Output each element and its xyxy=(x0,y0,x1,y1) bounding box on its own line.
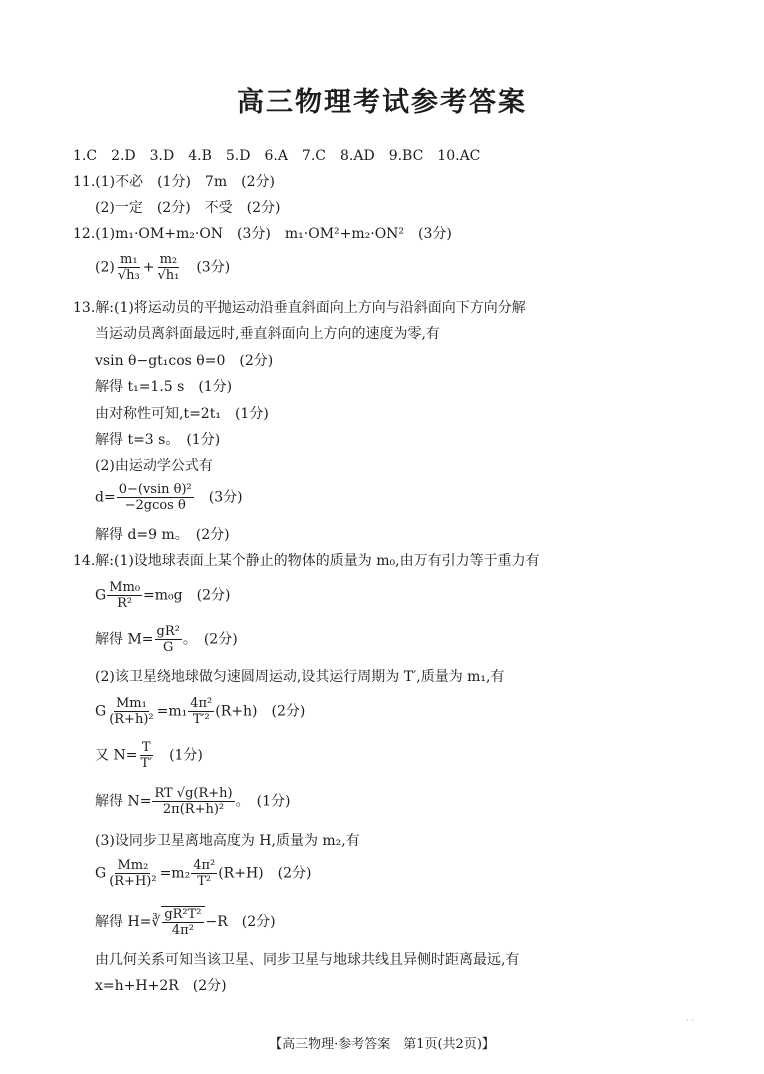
q12-fraction-1: $\frac{\text{m₁}}{\text{√h₃}}$ xyxy=(117,252,140,283)
q14-fraction-e: $\frac{T}{T'}$ xyxy=(140,740,153,771)
q12-line2: (2) $\frac{\text{m₁}}{\text{√h₃}}$ + $\frac{\text{m₂}}{\text{√h₁}}$ (3分) xyxy=(95,252,231,283)
q14-fraction-h: $\frac{\text{4π²}}{\text{T²}}$ xyxy=(193,858,216,889)
q14-line10: 解得 H=∛ $\frac{\text{gR²T²}}{\text{4π²}}$ −R (2分) xyxy=(95,907,276,938)
q14-line3: 解得 M= $\frac{\text{gR²}}{G}$ 。 (2分) xyxy=(95,624,238,655)
q11-line2: (2)一定 (2分) 不受 (2分) xyxy=(95,200,281,216)
page-corner-mark: · · xyxy=(686,1016,694,1025)
q13-line3: vsin θ−gt₁cos θ=0 (2分) xyxy=(95,353,274,369)
q14-line4: (2)该卫星绕地球做匀速圆周运动,设其运行周期为 T′,质量为 m₁,有 xyxy=(95,669,505,685)
q14-fraction-f: $\frac{RT √g(R+h)}{\text{2π(R+h)²}}$ xyxy=(154,786,233,817)
q14-line2: G $\frac{\text{Mm₀}}{\text{R²}}$ =m₀g (2分) xyxy=(95,580,231,611)
q14-line5: G $\frac{\text{Mm₁}}{\text{(R+h)²}}$ =m₁ $\frac{\text{4π²}}{\text{T′²}}$ (R+h) (2分) xyxy=(95,696,306,727)
q14-fraction-d: $\frac{\text{4π²}}{\text{T′²}}$ xyxy=(190,696,213,727)
q13-line4: 解得 t₁=1.5 s (1分) xyxy=(95,379,233,395)
q14-line7: 解得 N= $\frac{RT √g(R+h)}{\text{2π(R+h)²}}$ 。 (1分) xyxy=(95,786,291,817)
q14-line9: G $\frac{\text{Mm₂}}{\text{(R+H)²}}$ =m₂ $\frac{\text{4π²}}{\text{T²}}$ (R+H) (2分) xyxy=(95,858,312,889)
q14-fraction-c: $\frac{\text{Mm₁}}{\text{(R+h)²}}$ xyxy=(109,696,154,727)
choice-answers: 1.C 2.D 3.D 4.B 5.D 6.A 7.C 8.AD 9.BC 10.AC xyxy=(73,148,481,164)
q13-fraction: $\frac{\text{0−(vsin θ)²}}{\text{−2gcos θ}}$ xyxy=(118,482,192,513)
q12-score: (3分) xyxy=(196,259,231,276)
q14-line11: 由几何关系可知当该卫星、同步卫星与地球共线且异侧时距离最远,有 xyxy=(95,952,520,968)
q12-line1: 12.(1)m₁·OM+m₂·ON (3分) m₁·OM²+m₂·ON² (3分) xyxy=(73,226,452,242)
q13-line7: (2)由运动学公式有 xyxy=(95,458,213,474)
q13-line1: 13.解:(1)将运动员的平抛运动沿垂直斜面向上方向与沿斜面向下方向分解 xyxy=(73,300,526,316)
q13-line2: 当运动员离斜面最远时,垂直斜面向上方向的速度为零,有 xyxy=(95,326,440,342)
q14-line6: 又 N= $\frac{T}{T'}$ (1分) xyxy=(95,740,203,771)
q13-line5: 由对称性可知,t=2t₁ (1分) xyxy=(95,406,269,422)
page-footer: 【高三物理·参考答案 第1页(共2页)】 xyxy=(269,1037,495,1052)
q14-line8: (3)设同步卫星离地高度为 H,质量为 m₂,有 xyxy=(95,833,360,849)
q13-line9: 解得 d=9 m。 (2分) xyxy=(95,527,230,543)
q14-line12: x=h+H+2R (2分) xyxy=(95,978,227,994)
q12-fraction-2: $\frac{\text{m₂}}{\text{√h₁}}$ xyxy=(157,252,180,283)
q12-part2-label: (2) xyxy=(95,259,115,276)
q14-fraction-i: $\frac{\text{gR²T²}}{\text{4π²}}$ xyxy=(161,906,204,938)
q14-fraction-g: $\frac{\text{Mm₂}}{\text{(R+H)²}}$ xyxy=(109,858,157,889)
q13-line6: 解得 t=3 s。 (1分) xyxy=(95,432,221,448)
q14-fraction-b: $\frac{\text{gR²}}{G}$ xyxy=(156,624,180,655)
q14-fraction-a: $\frac{\text{Mm₀}}{\text{R²}}$ xyxy=(109,580,141,611)
page-title: 高三物理考试参考答案 xyxy=(237,87,527,118)
q11-line1: 11.(1)不必 (1分) 7m (2分) xyxy=(73,174,275,190)
q13-line8: d= $\frac{\text{0−(vsin θ)²}}{\text{−2gcos θ}}$ (3分) xyxy=(95,482,243,513)
q14-line1: 14.解:(1)设地球表面上某个静止的物体的质量为 m₀,由万有引力等于重力有 xyxy=(73,553,540,569)
